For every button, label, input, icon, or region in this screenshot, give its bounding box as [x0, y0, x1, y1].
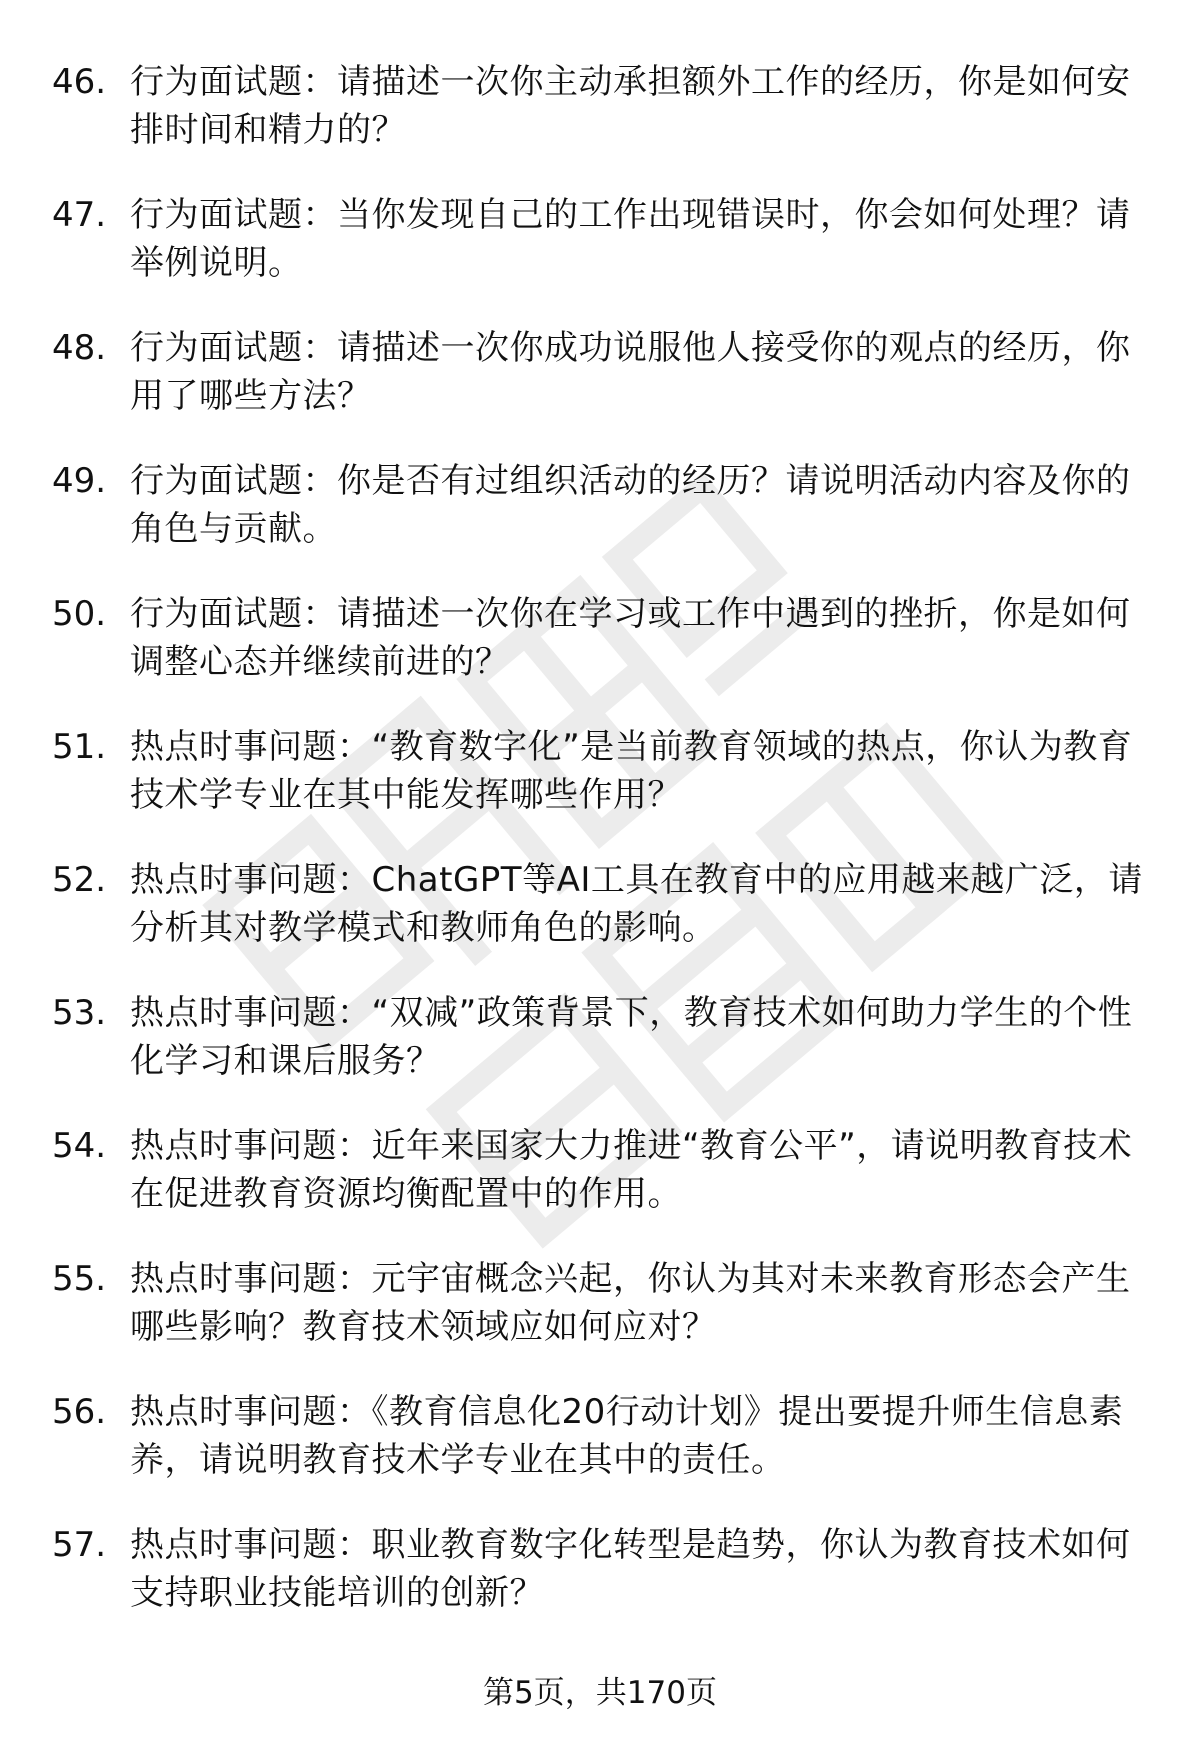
question-text: 热点时事问题：职业教育数字化转型是趋势，你认为教育技术如何支持职业技能培训的创新？ [130, 1525, 1131, 1613]
question-number: 51. [52, 727, 107, 767]
question-number: 57. [52, 1525, 107, 1565]
page-number-footer: 第5页，共170页 [483, 1675, 717, 1711]
question-number: 49. [52, 461, 107, 501]
question-item [52, 1255, 1152, 1388]
question-item [52, 1122, 1152, 1255]
question-item [52, 58, 1152, 191]
question-number: 55. [52, 1259, 107, 1299]
question-number: 48. [52, 328, 107, 368]
question-text: 热点时事问题：近年来国家大力推进“教育公平”，请说明教育技术在促进教育资源均衡配置中的作用。 [130, 1126, 1133, 1214]
question-item [52, 856, 1152, 989]
question-text: 行为面试题：请描述一次你主动承担额外工作的经历，你是如何安排时间和精力的？ [130, 62, 1131, 150]
question-item [52, 457, 1152, 590]
question-text: 热点时事问题：“双减”政策背景下，教育技术如何助力学生的个性化学习和课后服务？ [130, 993, 1133, 1081]
question-text: 热点时事问题：“教育数字化”是当前教育领域的热点，你认为教育技术学专业在其中能发挥哪些作用？ [130, 727, 1133, 815]
question-number: 50. [52, 594, 107, 634]
question-number: 52. [52, 860, 107, 900]
question-item [52, 989, 1152, 1122]
question-item [52, 324, 1152, 457]
question-item [52, 590, 1152, 723]
question-number: 56. [52, 1392, 107, 1432]
question-text: 行为面试题：你是否有过组织活动的经历？请说明活动内容及你的角色与贡献。 [130, 461, 1131, 549]
question-item [52, 191, 1152, 324]
question-text: 行为面试题：请描述一次你在学习或工作中遇到的挫折，你是如何调整心态并继续前进的？ [130, 594, 1131, 682]
question-list [52, 58, 1152, 1654]
question-number: 46. [52, 62, 107, 102]
question-text: 热点时事问题：《教育信息化20行动计划》提出要提升师生信息素养，请说明教育技术学专业在其中的责任。 [130, 1392, 1124, 1480]
question-item [52, 1388, 1152, 1521]
question-text: 行为面试题：请描述一次你成功说服他人接受你的观点的经历，你用了哪些方法？ [130, 328, 1131, 416]
question-text: 热点时事问题：ChatGPT等AI工具在教育中的应用越来越广泛，请分析其对教学模式和教师角色的影响。 [130, 860, 1143, 948]
question-text: 热点时事问题：元宇宙概念兴起，你认为其对未来教育形态会产生哪些影响？教育技术领域应如何应对？ [130, 1259, 1131, 1347]
question-text: 行为面试题：当你发现自己的工作出现错误时，你会如何处理？请举例说明。 [130, 195, 1131, 283]
question-number: 54. [52, 1126, 107, 1166]
question-item [52, 723, 1152, 856]
question-number: 53. [52, 993, 107, 1033]
question-number: 47. [52, 195, 107, 235]
question-item [52, 1521, 1152, 1654]
